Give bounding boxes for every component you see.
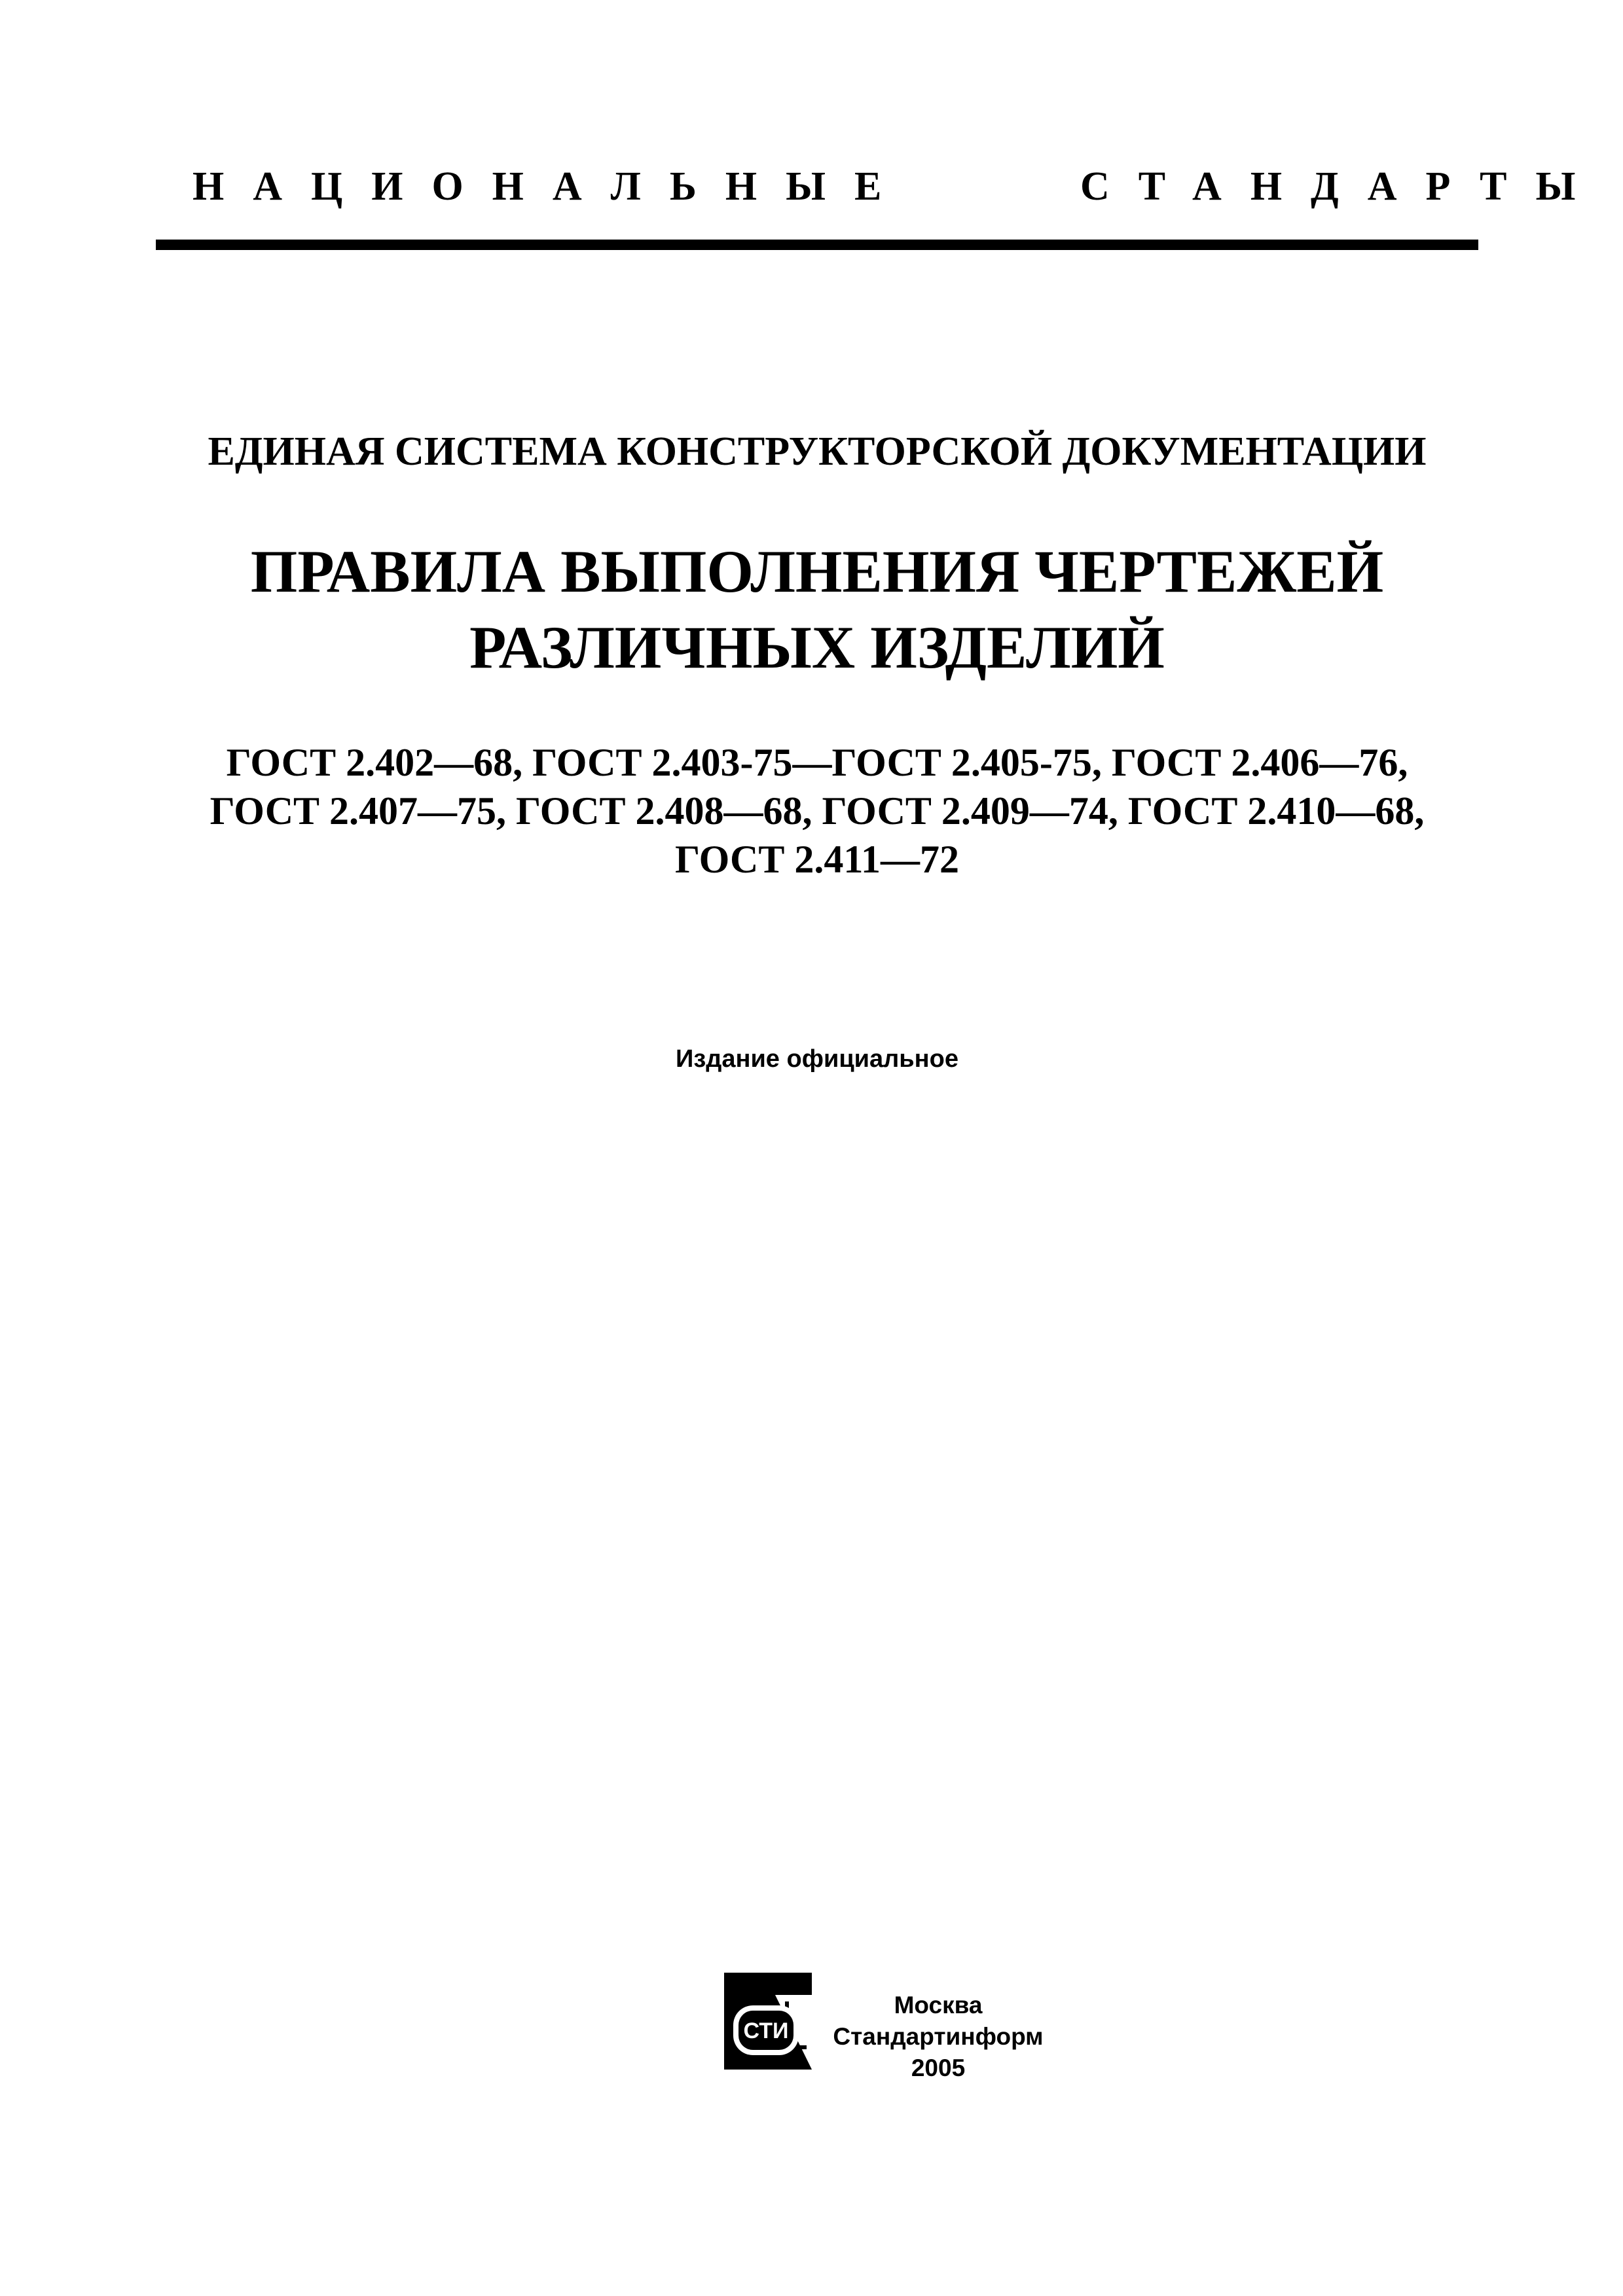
- imprint-city: Москва: [894, 1992, 983, 2018]
- standard-codes-line-3: ГОСТ 2.411—72: [674, 838, 960, 881]
- header-rule: [156, 240, 1478, 250]
- series-header: [156, 157, 1605, 216]
- imprint: [830, 1990, 1046, 2084]
- standartinform-logo-icon: [719, 1969, 817, 2073]
- header-word-national: НАЦИОНАЛЬНЫЕ: [192, 164, 911, 209]
- standard-codes-line-2: ГОСТ 2.407—75, ГОСТ 2.408—68, ГОСТ 2.409—74, ГОСТ 2.410—68,: [210, 789, 1425, 833]
- standard-codes: [131, 738, 1503, 884]
- document-title-line-1: ПРАВИЛА ВЫПОЛНЕНИЯ ЧЕРТЕЖЕЙ: [250, 538, 1384, 605]
- edition-label: Издание официальное: [676, 1045, 958, 1073]
- imprint-year: 2005: [911, 2054, 966, 2081]
- header-word-standards: СТАНДАРТЫ: [1080, 164, 1605, 209]
- document-title: [156, 533, 1478, 685]
- standard-codes-line-1: ГОСТ 2.402—68, ГОСТ 2.403-75—ГОСТ 2.405-75, ГОСТ 2.406—76,: [226, 741, 1408, 784]
- logo-text: СТИ: [743, 2018, 789, 2043]
- series-title: ЕДИНАЯ СИСТЕМА КОНСТРУКТОРСКОЙ ДОКУМЕНТАЦИИ: [208, 429, 1427, 474]
- document-title-line-2: РАЗЛИЧНЫХ ИЗДЕЛИЙ: [469, 614, 1165, 681]
- imprint-publisher: Стандартинформ: [833, 2023, 1044, 2050]
